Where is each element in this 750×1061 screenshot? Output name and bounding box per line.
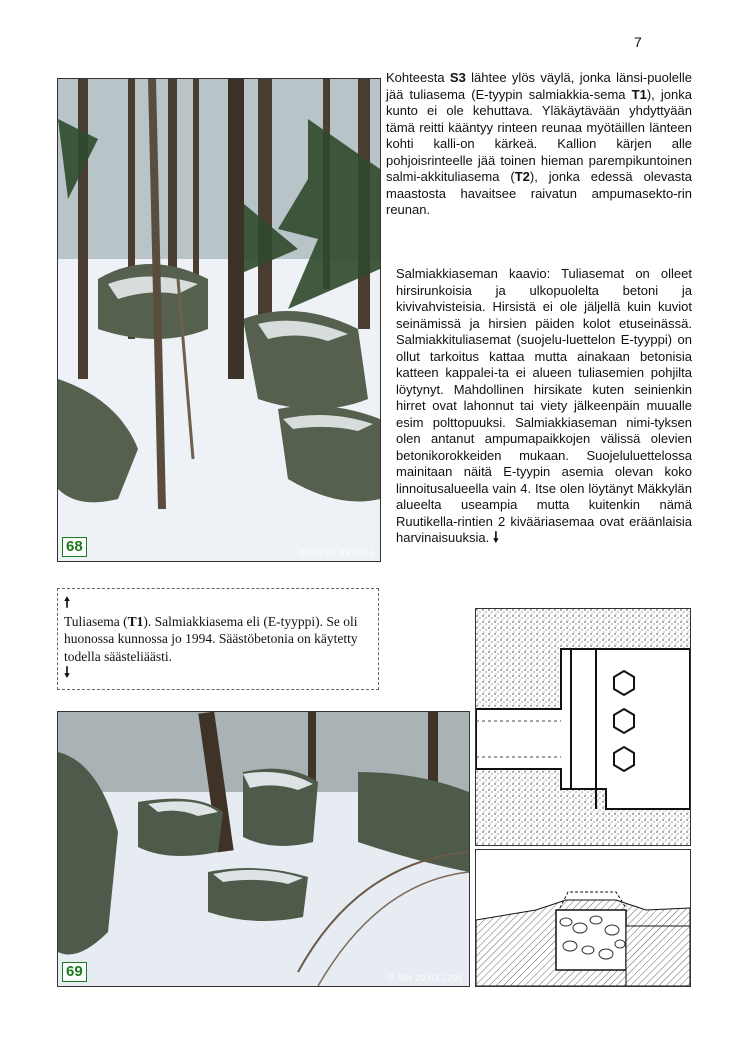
diagram-description: Salmiakkiaseman kaavio: Tuliasemat on olleet hirsirunkoisia ja ulkopuolelta betoni ja kivivahvisteisia. Hirsistä ei ole jäljellä kuin kuviot seinämissä ja hirsien päiden kolot etuseinässä. Salmiakkituliasemat (suojelu-luettelon E-tyyppi) on ollut tarkoitus kattaa mutta ainakaan betonisia katteen kappalei-ta ei alueen tuliasemien pohjilta löytynyt. Mahdollinen hirsikate kuten seinienkin hirret ovat lahonnut tai viety jälkeenpäin muualle esim polttopuuksi. Salmiakkiaseman nimi-tyksen olen antanut ampumapaikkojen välissä olevien betonikorokkeiden mukaan. Suojeluluettelossa mainitaan näitä E-tyypin asemia olevan koko linnoitusalueella vain 4. Itse olen löytänyt Mäkkylän alueelta useampia mutta kuitenkin nämä Ruutikella-rintien 2 kivääriasemaa ovat eräänlaisia harvinaisuuksia. 🠗 (396, 266, 692, 546)
page-number: 7 (634, 34, 642, 50)
photo-69 (57, 711, 470, 987)
photo-number-badge: 69 (62, 962, 87, 982)
photo-caption: 🠕 Tuliasema (T1). Salmiakkiasema eli (E-tyyppi). Se oli huonossa kunnossa jo 1994. Säästöbetonia on käytetty todella säästeliäästi. 🠗 (57, 588, 379, 690)
photo-number-badge: 68 (62, 537, 87, 557)
photo-credit: © MH 20.03.1994 (298, 548, 374, 558)
forest-snow-photo (58, 79, 380, 561)
bunker-ruins-photo (58, 712, 469, 986)
bunker-plan-diagram (475, 608, 691, 846)
plan-drawing (476, 609, 690, 845)
intro-paragraph: Kohteesta S3 lähtee ylös väylä, jonka länsi-puolelle jää tuliasema (E-tyypin salmiakkia-sema T1), jonka kunto ei ole kehuttava. Yläkäytävään yhdyttyään tämä reitti kääntyy rinteen reunaa myötäillen länteen kohti kalli-on kärkeä. Kallion kärjen alle pohjoisrinteelle jää toinen hieman parempikuntoinen salmi-akkituliasema (T2), jonka edessä olevasta maastosta havaitsee raivatun ampumasekto-rin reunan. (386, 70, 693, 217)
arrow-down-icon: 🠗 (492, 530, 499, 546)
arrow-down-icon: 🠗 (64, 665, 71, 681)
photo-credit: © MH 20.03.1994 (387, 973, 463, 983)
section-drawing (476, 850, 690, 986)
photo-68 (57, 78, 381, 562)
bunker-section-diagram (475, 849, 691, 987)
arrow-up-icon: 🠕 (64, 595, 71, 611)
